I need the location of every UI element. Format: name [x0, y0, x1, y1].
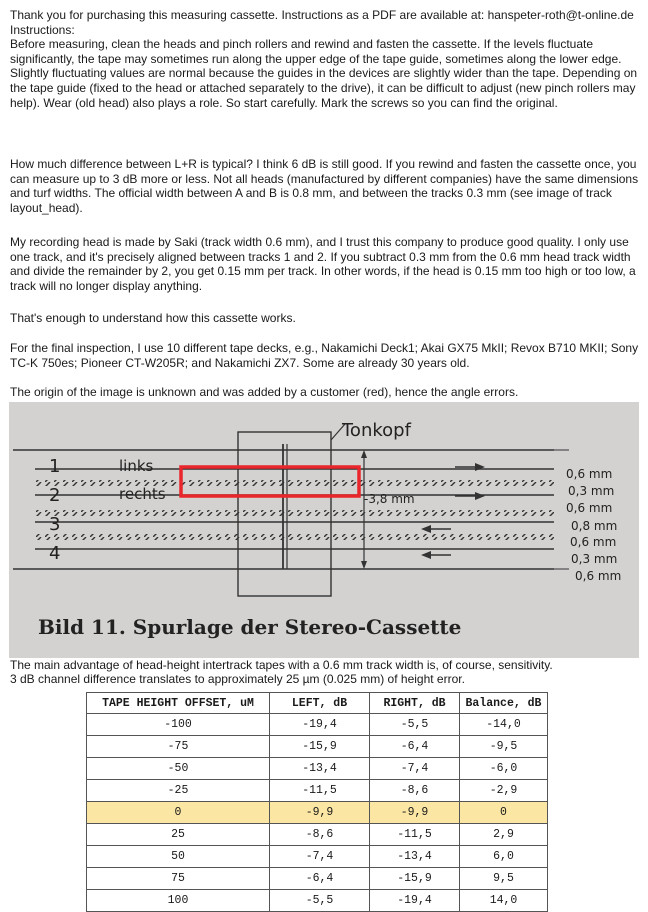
track-number: 1	[49, 456, 61, 477]
inspection-block	[10, 341, 640, 370]
right-cell: -5,5	[370, 714, 460, 736]
right-cell: -7,4	[370, 758, 460, 780]
balance-cell: 6,0	[460, 846, 548, 868]
track-dimension: 0,6 mm	[570, 535, 617, 549]
track-number: 2	[49, 485, 61, 506]
table-header-row	[87, 693, 548, 714]
direction-arrow	[475, 492, 485, 500]
recording-head-block	[10, 235, 640, 293]
balance-cell: 9,5	[460, 868, 548, 890]
sensitivity-line: The main advantage of head-height intertrack tapes with a 0.6 mm track width is, of course, sensitivity.	[10, 658, 553, 672]
dimension-arrow	[361, 561, 367, 569]
track-layout-figure	[9, 402, 639, 658]
balance-cell: -2,9	[460, 780, 548, 802]
offset-cell: -75	[87, 736, 270, 758]
left-cell: -6,4	[270, 868, 370, 890]
left-cell: -8,6	[270, 824, 370, 846]
offset-table	[86, 692, 548, 912]
instructions-paragraph: Before measuring, clean the heads and pinch rollers and rewind and fasten the cassette. If the levels fluctuate significantly, the tape may sometimes run along the upper edge of the tape guide, sometimes along the lower edge. Slightly fluctuating values are normal because the guides in the devices are slightly wider than the tape. Depending on the tape guide (fixed to the head or attached separately to the drive), it can be difficult to adjust (new pinch rollers may help). Wear (old head) also plays a role. So start carefully. Mark the screws so you can find the original.	[10, 37, 638, 110]
header-offset: TAPE HEIGHT OFFSET, uM	[87, 693, 270, 714]
balance-cell: -6,0	[460, 758, 548, 780]
table-row-highlighted	[87, 802, 548, 824]
track-label-right: rechts	[119, 485, 166, 503]
track-separator-1	[35, 480, 554, 486]
inspection-paragraph: For the final inspection, I use 10 different tape decks, e.g., Nakamichi Deck1; Akai GX75 MkII; Revox B710 MKII; Sony TC-K 750es; Pioneer CT-W205R; and Nakamichi ZX7. Some are already 30 years old.	[10, 341, 639, 370]
left-cell: -15,9	[270, 736, 370, 758]
table-row	[87, 714, 548, 736]
table-row	[87, 846, 548, 868]
track-separator-2	[35, 510, 554, 516]
left-cell: -9,9	[270, 802, 370, 824]
right-cell: -8,6	[370, 780, 460, 802]
direction-arrow	[421, 551, 431, 559]
height-error-line: 3 dB channel difference translates to approximately 25 µm (0.025 mm) of height error.	[10, 672, 465, 686]
sensitivity-note	[10, 658, 640, 686]
dimension-label: -3,8 mm	[364, 492, 415, 506]
table-row	[87, 736, 548, 758]
track-number: 3	[49, 514, 61, 535]
summary-block	[10, 311, 640, 326]
dimension-arrow	[361, 450, 367, 458]
right-cell: -11,5	[370, 824, 460, 846]
lr-difference-paragraph: How much difference between L+R is typical? I think 6 dB is still good. If you rewind and fasten the cassette once, you can measure up to 3 dB more or less. Not all heads (manufactured by different companies) have the same dimensions and turf widths. The official width between A and B is 0.8 mm, and between the tracks 0.3 mm (see image of track layout_head).	[10, 157, 639, 215]
image-origin-paragraph: The origin of the image is unknown and was added by a customer (red), hence the angle errors.	[10, 385, 519, 399]
recording-head-paragraph: My recording head is made by Saki (track width 0.6 mm), and I trust this company to produce good quality. I only use one track, and it's precisely aligned between tracks 1 and 2. If you subtract 0.3 mm from the 0.6 mm head track width and divide the remainder by 2, you get 0.15 mm per track. In other words, if the head is 0.15 mm too high or too low, a track will no longer display anything.	[10, 235, 636, 293]
track-dimension: 0,8 mm	[571, 519, 618, 533]
right-cell: -13,4	[370, 846, 460, 868]
table-row	[87, 758, 548, 780]
right-cell: -15,9	[370, 868, 460, 890]
direction-arrow	[421, 525, 431, 533]
table-row	[87, 780, 548, 802]
table-row	[87, 824, 548, 846]
intro-paragraph: Thank you for purchasing this measuring cassette. Instructions as a PDF are available at: hanspeter-roth@t-online.de	[10, 8, 634, 22]
table-row	[87, 868, 548, 890]
image-origin-block	[10, 385, 640, 400]
left-cell: -7,4	[270, 846, 370, 868]
head-label: Tonkopf	[342, 420, 411, 441]
header-left: LEFT, dB	[270, 693, 370, 714]
offset-cell: 0	[87, 802, 270, 824]
figure-caption: Bild 11. Spurlage der Stereo-Cassette	[38, 615, 462, 639]
left-cell: -13,4	[270, 758, 370, 780]
balance-cell: -14,0	[460, 714, 548, 736]
track-dimension: 0,6 mm	[575, 569, 622, 583]
lr-difference-block	[10, 157, 640, 215]
left-cell: -19,4	[270, 714, 370, 736]
track-label-left: links	[119, 457, 154, 475]
intro-block	[10, 8, 640, 110]
offset-cell: -100	[87, 714, 270, 736]
track-separator-3	[35, 534, 554, 540]
balance-cell: 14,0	[460, 890, 548, 912]
right-cell: -6,4	[370, 736, 460, 758]
header-balance: Balance, dB	[460, 693, 548, 714]
offset-cell: 25	[87, 824, 270, 846]
header-right: RIGHT, dB	[370, 693, 460, 714]
track-layout-diagram	[9, 402, 639, 658]
balance-cell: 2,9	[460, 824, 548, 846]
direction-arrow	[475, 463, 485, 471]
offset-cell: -50	[87, 758, 270, 780]
left-cell: -11,5	[270, 780, 370, 802]
left-cell: -5,5	[270, 890, 370, 912]
offset-cell: 50	[87, 846, 270, 868]
right-cell: -19,4	[370, 890, 460, 912]
track-dimension: 0,3 mm	[571, 552, 618, 566]
right-cell: -9,9	[370, 802, 460, 824]
track-dimension: 0,3 mm	[568, 484, 615, 498]
instructions-heading: Instructions:	[10, 22, 75, 37]
balance-cell: 0	[460, 802, 548, 824]
balance-cell: -9,5	[460, 736, 548, 758]
table-row	[87, 890, 548, 912]
track-dimension: 0,6 mm	[566, 467, 613, 481]
offset-cell: 75	[87, 868, 270, 890]
offset-cell: 100	[87, 890, 270, 912]
track-dimension: 0,6 mm	[566, 501, 613, 515]
summary-paragraph: That's enough to understand how this cassette works.	[10, 311, 296, 325]
track-number: 4	[49, 543, 61, 564]
offset-cell: -25	[87, 780, 270, 802]
